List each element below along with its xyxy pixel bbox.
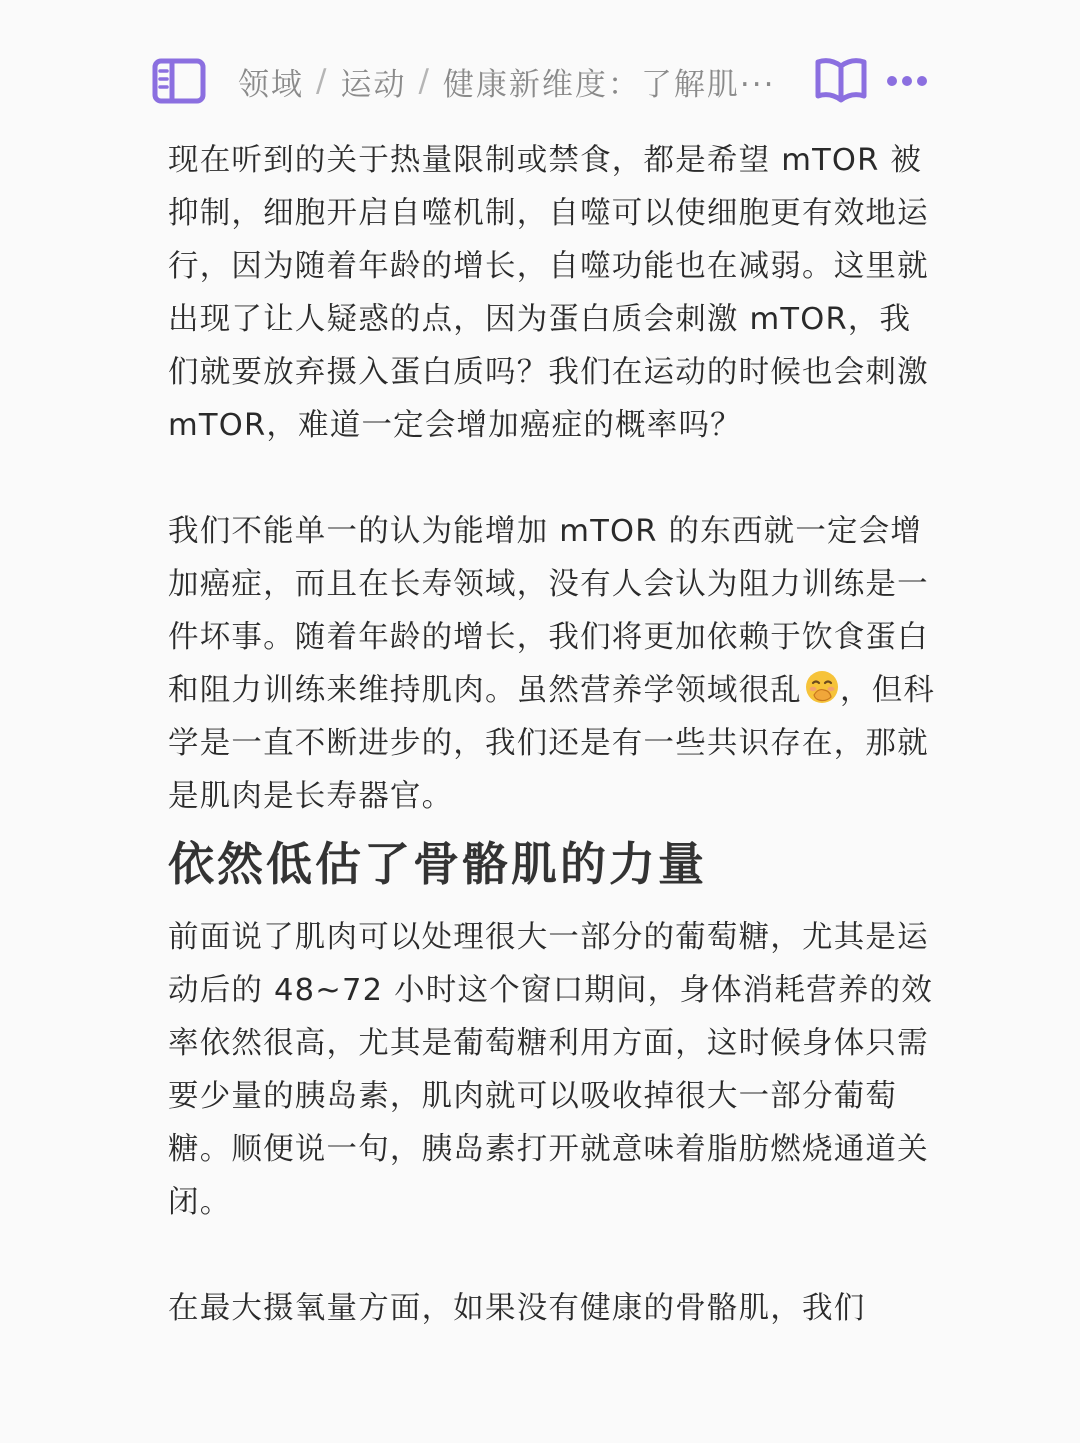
sidebar-icon[interactable] <box>152 58 206 104</box>
paragraph-text: ，但科学是一直不断进步的，我们还是有一些共识存在，那就是肌肉是长寿器官。 <box>168 673 936 814</box>
breadcrumb-item-domain[interactable]: 领域 <box>238 66 304 103</box>
reader-mode-icon[interactable] <box>814 56 868 106</box>
more-icon[interactable] <box>884 64 930 98</box>
breadcrumb-item-sport[interactable]: 运动 <box>340 66 407 103</box>
breadcrumb-item-current-page[interactable]: 健康新维度：了解肌··· <box>442 66 776 103</box>
article-paragraph: 前面说了肌肉可以处理很大一部分的葡萄糖，尤其是运动后的 48~72 小时这个窗口期间，身体消耗营养的效率依然很高，尤其是葡萄糖利用方面，这时候身体只需要少量的胰岛素，肌肉就可以吸收掉很大一部分葡萄糖。顺便说一句，胰岛素打开就意味着脂肪燃烧通道关闭。 <box>168 920 933 1220</box>
article-paragraph: 现在听到的关于热量限制或禁食，都是希望 mTOR 被抑制，细胞开启自噬机制，自噬可以使细胞更有效地运行，因为随着年龄的增长，自噬功能也在减弱。这里就出现了让人疑惑的点，因为蛋白质会刺激 mTOR，我们就要放弃摄入蛋白质吗？我们在运动的时候也会刺激 mTOR，难道一定会增加癌症的概率吗？ <box>168 143 929 443</box>
breadcrumb-separator: / <box>418 63 431 99</box>
breadcrumb-separator: / <box>316 63 329 99</box>
face-with-hand-over-mouth-emoji-icon <box>804 669 840 705</box>
paragraph-text: 我们不能单一的认为能增加 mTOR 的东西就一定会增加癌症，而且在长寿领域，没有人会认为阻力训练是一件坏事。随着年龄的增长，我们将更加依赖于饮食蛋白和阻力训练来维持肌肉。虽然营养学领域很乱 <box>168 514 929 708</box>
article-body <box>168 134 938 1335</box>
breadcrumb <box>238 56 798 106</box>
top-bar <box>0 0 1080 150</box>
section-heading: 依然低估了骨骼肌的力量 <box>168 837 707 891</box>
article-paragraph <box>168 505 938 823</box>
article-paragraph: 在最大摄氧量方面，如果没有健康的骨骼肌，我们 <box>168 1291 866 1326</box>
